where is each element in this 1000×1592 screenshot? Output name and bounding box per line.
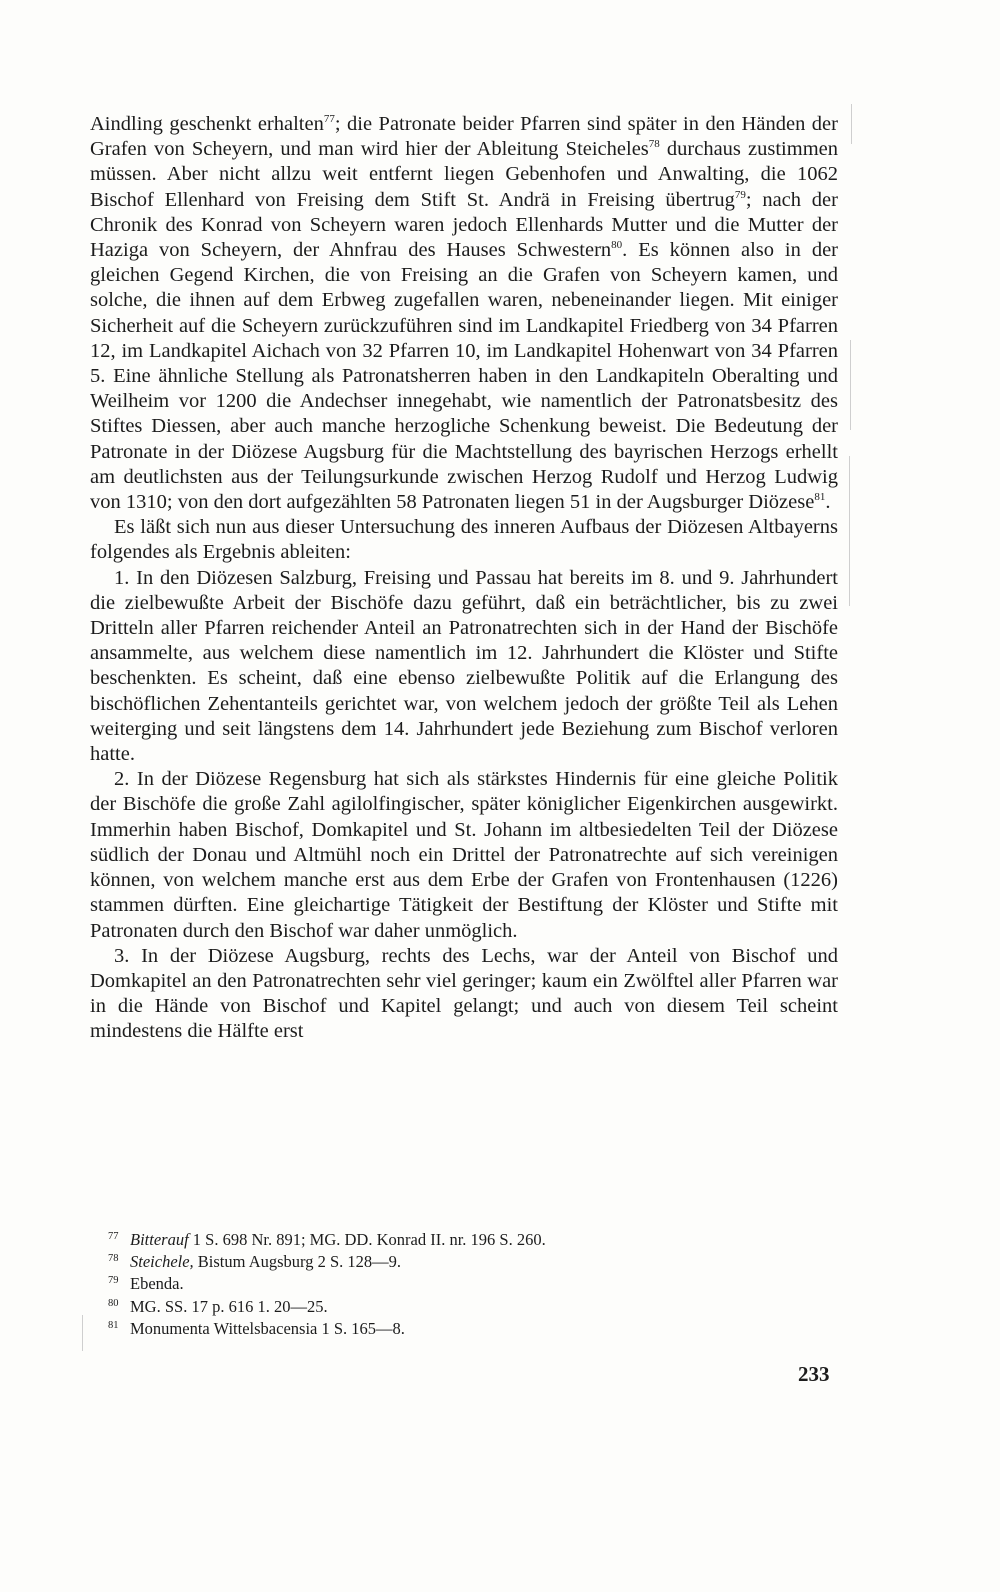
scan-edge-mark: [851, 104, 852, 144]
body-text: [90, 112, 838, 1045]
scan-edge-mark: [850, 340, 851, 430]
footnote-author: Bitterauf: [130, 1230, 189, 1249]
footnote-author: Steichele,: [130, 1252, 194, 1272]
footnote: 78 Steichele, Bistum Augsburg 2 S. 128—9.: [108, 1252, 402, 1272]
paragraph-text: Aindling geschenkt erhalten: [90, 113, 324, 135]
page-number: 233: [798, 1362, 830, 1386]
footnote-reference: 81: [814, 491, 826, 504]
paragraph-text: .: [825, 491, 831, 514]
paragraph-text: Es läßt sich nun aus dieser Untersuchung des inneren Aufbaus der Diözesen Altbayerns folgendes als Ergebnis ableiten:: [90, 516, 838, 564]
footnote-text: 1 S. 698 Nr. 891; MG. DD. Konrad II. nr. 196 S. 260.: [188, 1230, 546, 1249]
footnote-reference: 79: [734, 188, 746, 201]
footnote-reference: 77: [323, 113, 335, 125]
footnote-text: Monumenta Wittelsbacensia 1 S. 165—8.: [130, 1318, 405, 1338]
paragraph-text: ; die Patronate beider Pfarren sind später in den Händen der Grafen von Scheyern, und man wird hier der Ableitung Steicheles: [90, 113, 838, 161]
paragraph-text: durchaus zustimmen müssen. Aber nicht allzu weit entfernt liegen Gebenhofen und Anwalting, die 1062 Bischof Ellenhard von Freising dem Stift St. Andrä in Freising übertrug: [90, 138, 838, 211]
footnote-reference: 78: [648, 138, 660, 151]
scan-edge-mark: [82, 1315, 83, 1351]
paragraph: [90, 112, 838, 515]
footnote-reference: 80: [611, 239, 623, 252]
paragraph-text: . Es können also in der gleichen Gegend Kirchen, die von Freising an die Grafen von Scheyern kamen, und solche, die ihnen auf dem Erbweg zugefallen waren, nebeneinander liegen. Mit einiger Sicherheit auf die Scheyern zurückzuführen sind im Landkapitel Friedberg von 34 Pfarren 12, im Landkapitel Aichach von 32 Pfarren 10, im Landkapitel Hohenwart von 34 Pfarren 5. Eine ähnliche Stellung als Patronatsherren haben in den Landkapiteln Oberalting und Weilheim vor 1200 die Andechser innegehabt, wie namentlich der Patronatsbesitz des Stiftes Diessen, aber auch manche herzogliche Schenkung beweist. Die Bedeutung der Patronate in der Diözese Augsburg für die Machtstellung des bayrischen Herzogs erhellt am deutlichsten aus der Teilungsurkunde zwischen Herzog Rudolf und Herzog Ludwig von 1310; von den dort aufgezählten 58 Patronaten liegen 51 in der Augsburger Diözese: [90, 239, 838, 514]
paragraph-text: 3. In der Diözese Augsburg, rechts des Lechs, war der Anteil von Bischof und Domkapitel an den Patronatrechten sehr viel geringer; kaum ein Zwölftel aller Pfarren war in die Hände von Bischof und Kapitel gelangt; und auch von diesem Teil scheint mindestens die Hälfte erst: [90, 944, 838, 1043]
paragraph: [90, 767, 838, 943]
footnote: 77 Bitterauf 1 S. 698 Nr. 891; MG. DD. Konrad II. nr. 196 S. 260.: [108, 1230, 546, 1249]
scan-edge-mark: [849, 456, 850, 606]
paragraph: [90, 944, 838, 1045]
paragraph-text: 2. In der Diözese Regensburg hat sich als stärkstes Hindernis für eine gleiche Politik der Bischöfe die große Zahl agilolfingischer, später königlicher Eigenkirchen ausgewirkt. Immerhin haben Bischof, Domkapitel und St. Johann im altbesiedelten Teil der Diözese südlich der Donau und Altmühl noch ein Drittel der Patronatrechte auf sich vereinigen können, von welchem manche erst aus dem Erbe der Grafen von Frontenhausen (1226) stammen dürften. Eine gleichartige Tätigkeit der Bestiftung der Klöster und Stifte mit Patronaten durch den Bischof war daher unmöglich.: [90, 768, 838, 942]
footnote-text: MG. SS. 17 p. 616 1. 20—25.: [130, 1296, 328, 1316]
footnote-text: Ebenda.: [130, 1274, 184, 1294]
footnote: 80 MG. SS. 17 p. 616 1. 20—25.: [108, 1296, 328, 1316]
paragraph: [90, 515, 838, 565]
footnote: 79 Ebenda.: [108, 1274, 184, 1294]
footnote-text: Bistum Augsburg 2 S. 128—9.: [193, 1252, 402, 1272]
paragraph: [90, 566, 838, 768]
footnote: 81 Monumenta Wittelsbacensia 1 S. 165—8.: [108, 1318, 405, 1338]
paragraph-text: ; nach der Chronik des Konrad von Scheyern waren jedoch Ellenhards Mutter und die Mutter der Haziga von Scheyern, der Ahnfrau des Hauses Schwestern: [90, 188, 838, 262]
footnotes: [108, 1229, 808, 1340]
paragraph-text: 1. In den Diözesen Salzburg, Freising und Passau hat bereits im 8. und 9. Jahrhundert die zielbewußte Arbeit der Bischöfe dazu geführt, daß ein beträchtlicher, bis zu zwei Dritteln aller Pfarren reichender Anteil an Patronatrechten sich in der Hand der Bischöfe ansammelte, aus welchem diese namentlich im 12. Jahrhundert die Klöster und Stifte beschenkten. Es scheint, daß eine ebenso zielbewußte Politik auf die Erlangung des bischöflichen Zehentanteils gerichtet war, von welchem jedoch der größte Teil als Lehen weiterging und seit längstens dem 14. Jahrhundert jede Beziehung zum Bischof verloren hatte.: [90, 566, 838, 766]
